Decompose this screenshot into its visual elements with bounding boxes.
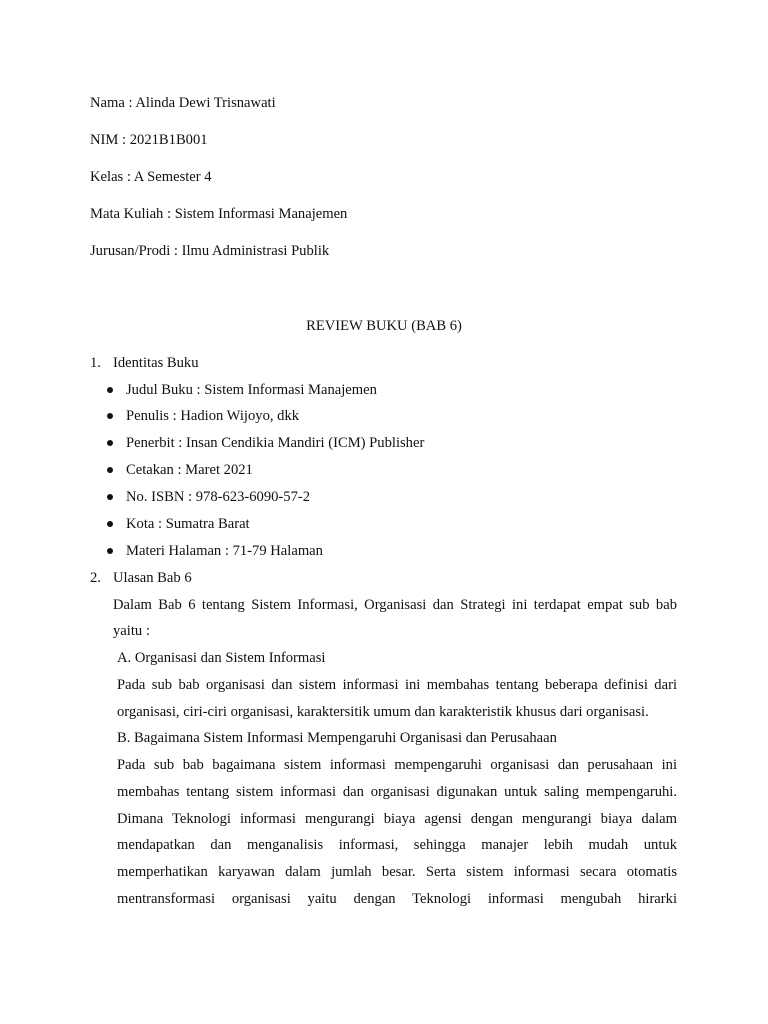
list-item: Cetakan : Maret 2021 xyxy=(126,462,253,478)
list-item: Materi Halaman : 71-79 Halaman xyxy=(126,543,323,559)
bullet-icon xyxy=(107,521,113,527)
paragraph-line: memperhatikan karyawan dalam jumlah besar. Serta sistem informasi secara otomatis xyxy=(117,864,677,880)
section-1-number: 1. xyxy=(90,355,101,371)
course-name: Mata Kuliah : Sistem Informasi Manajemen xyxy=(90,206,348,222)
document-title: REVIEW BUKU (BAB 6) xyxy=(306,318,462,334)
student-name: Nama : Alinda Dewi Trisnawati xyxy=(90,95,276,111)
paragraph-line: membahas tentang sistem informasi dan organisasi digunakan untuk saling mempengaruhi. xyxy=(117,784,677,800)
section-2-number: 2. xyxy=(90,570,101,586)
bullet-icon xyxy=(107,440,113,446)
paragraph-line: yaitu : xyxy=(113,623,150,639)
subsection-a-heading: A. Organisasi dan Sistem Informasi xyxy=(117,650,326,666)
paragraph-line: mendapatkan dan menganalisis informasi, sehingga manajer lebih mudah untuk xyxy=(117,837,677,853)
paragraph-line: Dalam Bab 6 tentang Sistem Informasi, Organisasi dan Strategi ini terdapat empat sub bab xyxy=(113,597,677,613)
bullet-icon xyxy=(107,467,113,473)
paragraph-line: Pada sub bab organisasi dan sistem informasi ini membahas tentang beberapa definisi dari xyxy=(117,677,677,693)
department: Jurusan/Prodi : Ilmu Administrasi Publik xyxy=(90,243,330,259)
student-class: Kelas : A Semester 4 xyxy=(90,169,212,185)
list-item: Judul Buku : Sistem Informasi Manajemen xyxy=(126,382,377,398)
paragraph-line: mentransformasi organisasi yaitu dengan Teknologi informasi mengubah hirarki xyxy=(117,891,677,907)
list-item: Penulis : Hadion Wijoyo, dkk xyxy=(126,408,300,424)
bullet-icon xyxy=(107,387,113,393)
list-item: Penerbit : Insan Cendikia Mandiri (ICM) Publisher xyxy=(126,435,425,451)
bullet-icon xyxy=(107,548,113,554)
student-nim: NIM : 2021B1B001 xyxy=(90,132,208,148)
list-item: No. ISBN : 978-623-6090-57-2 xyxy=(126,489,311,505)
section-1-heading: Identitas Buku xyxy=(113,355,199,371)
bullet-icon xyxy=(107,494,113,500)
bullet-icon xyxy=(107,413,113,419)
paragraph-line: Pada sub bab bagaimana sistem informasi mempengaruhi organisasi dan perusahaan ini xyxy=(117,757,677,773)
section-2-heading: Ulasan Bab 6 xyxy=(113,570,192,586)
subsection-b-heading: B. Bagaimana Sistem Informasi Mempengaruhi Organisasi dan Perusahaan xyxy=(117,730,557,746)
paragraph-line: organisasi, ciri-ciri organisasi, karaktersitik umum dan karakteristik khusus dari organisasi. xyxy=(117,704,649,720)
paragraph-line: Dimana Teknologi informasi mengurangi biaya agensi dengan mengurangi biaya dalam xyxy=(117,811,677,827)
list-item: Kota : Sumatra Barat xyxy=(126,516,250,532)
